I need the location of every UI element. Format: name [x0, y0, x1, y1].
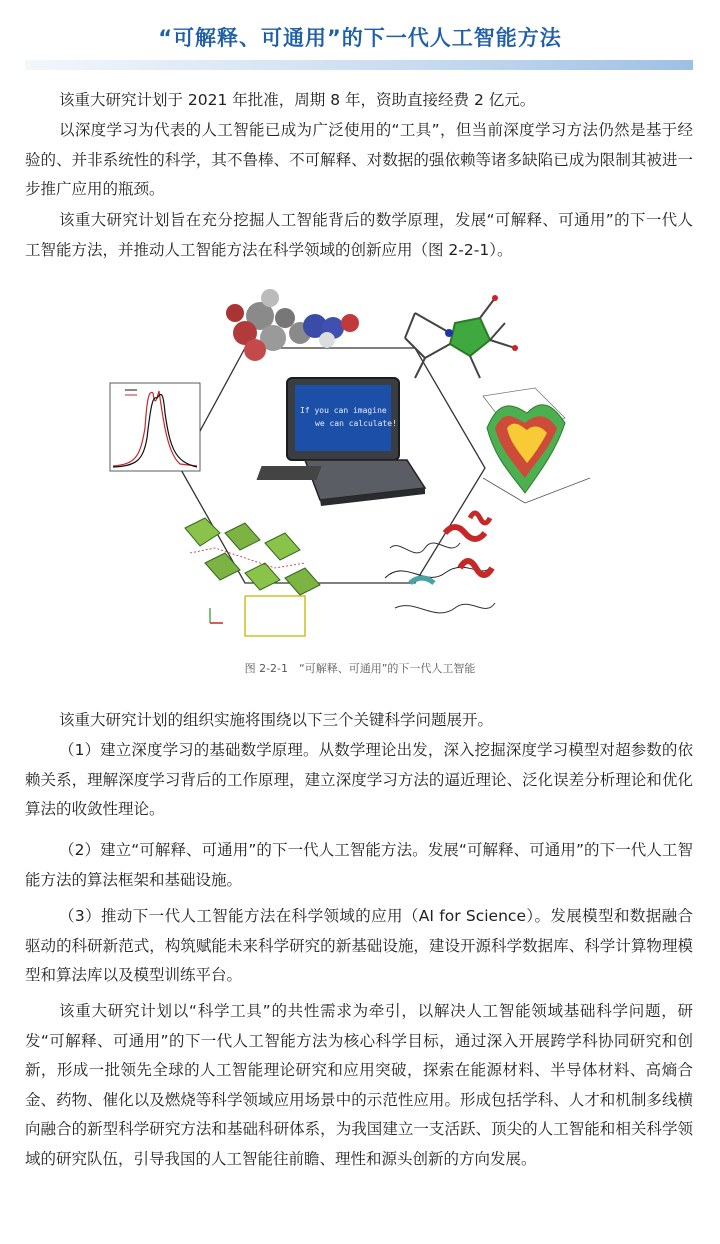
molecule-spheres-image	[226, 289, 359, 361]
laptop-screen-text-1: If you can imagine	[300, 406, 387, 415]
surface-plot-image	[483, 388, 590, 503]
paragraph-question-2: （2）建立“可解释、可通用”的下一代人工智能方法。发展“可解释、可通用”的下一代人工智能方法的算法框架和基础设施。	[25, 841, 693, 889]
laptop-screen-text-2: we can calculate!	[315, 419, 397, 428]
title-underline-bar	[25, 60, 693, 70]
paragraph-question-3: （3）推动下一代人工智能方法在科学领域的应用（AI for Science）。发展模型和数据融合驱动的科研新范式，构筑赋能未来科学研究的新基础设施，建设开源科学数据库、科学计算物理模型和算法库以及模型训练平台。	[25, 907, 693, 984]
spectrum-plot-image	[110, 383, 200, 471]
paragraph-summary: 该重大研究计划以“科学工具”的共性需求为牵引，以解决人工智能领域基础科学问题，研发“可解释、可通用”的下一代人工智能方法为核心科学目标，通过深入开展跨学科协同研究和创新，形成一批领先全球的人工智能理论研究和应用突破，探索在能源材料、半导体材料、高熵合金、药物、催化以及燃烧等科学领域应用场景中的示范性应用。形成包括学科、人才和机制多线横向融合的新型科学研究方法和基础科研体系，为我国建立一支活跃、顶尖的人工智能和相关科学领域的研究队伍，引导我国的人工智能往前瞻、理性和源头创新的方向发展。	[25, 1002, 693, 1168]
paragraph-background: 以深度学习为代表的人工智能已成为广泛使用的“工具”，但当前深度学习方法仍然是基于经验的、并非系统性的科学，其不鲁棒、不可解释、对数据的强依赖等诸多缺陷已成为限制其被进一步推广应用的瓶颈。	[25, 121, 693, 198]
paragraph-funding: 该重大研究计划于 2021 年批准，周期 8 年，资助直接经费 2 亿元。	[59, 91, 536, 109]
protein-structure-image	[385, 513, 495, 613]
crystal-structure-image	[185, 518, 320, 636]
page-title: “可解释、可通用”的下一代人工智能方法	[158, 26, 562, 50]
laptop-image	[256, 378, 425, 506]
figure-illustration	[95, 278, 615, 653]
figure-ai-for-science	[95, 278, 615, 653]
figure-caption: 图 2-2-1 “可解释、可通用”的下一代人工智能	[244, 662, 476, 675]
molecule-structure-image	[405, 295, 518, 378]
paragraph-goal: 该重大研究计划旨在充分挖掘人工智能背后的数学原理，发展“可解释、可通用”的下一代人工智能方法，并推动人工智能方法在科学领域的创新应用（图 2-2-1）。	[25, 211, 693, 259]
paragraph-question-1: （1）建立深度学习的基础数学原理。从数学理论出发，深入挖掘深度学习模型对超参数的依赖关系，理解深度学习背后的工作原理，建立深度学习方法的逼近理论、泛化误差分析理论和优化算法的收敛性理论。	[25, 741, 693, 818]
paragraph-intro-questions: 该重大研究计划的组织实施将围绕以下三个关键科学问题展开。	[59, 711, 494, 729]
